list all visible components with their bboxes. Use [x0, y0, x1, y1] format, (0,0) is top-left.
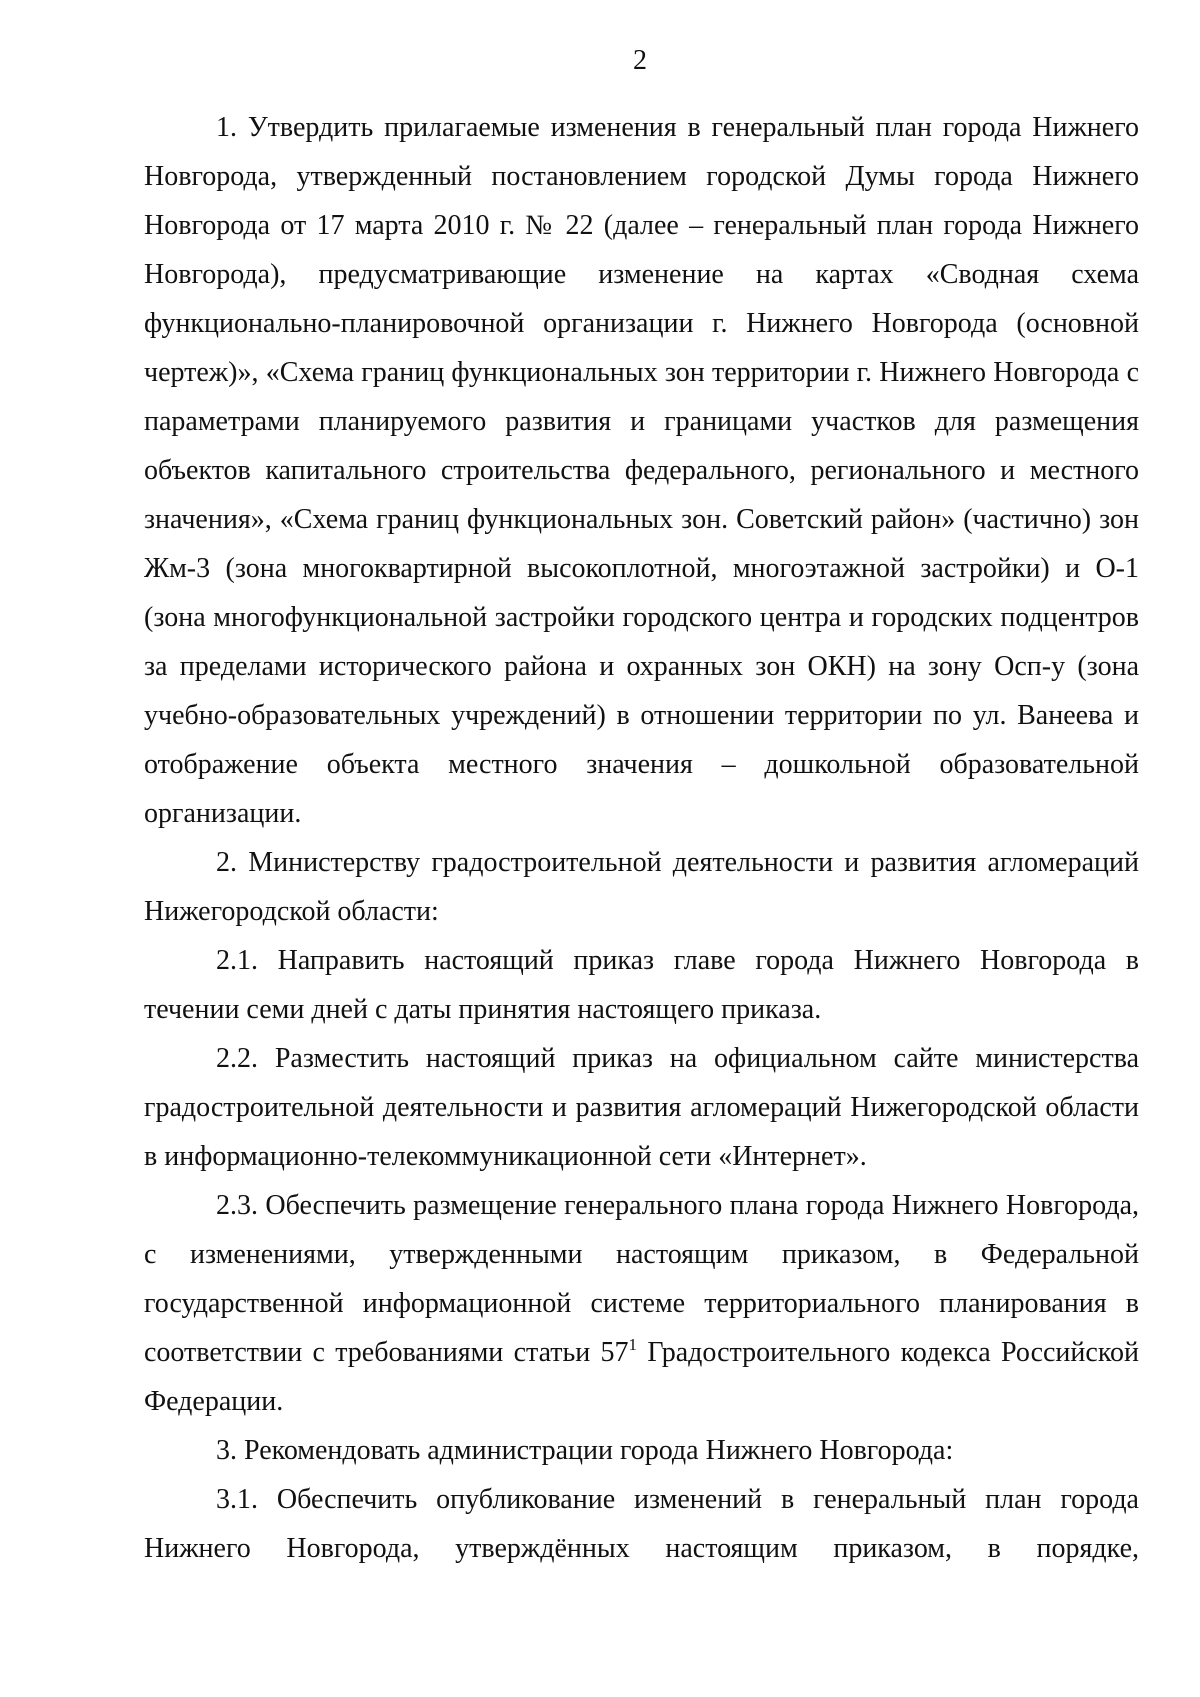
article-superscript: 1: [628, 1335, 638, 1354]
paragraph-3-1-publication: 3.1. Обеспечить опубликование изменений в генеральный план города Нижнего Новгорода, утверждённых настоящим приказом, в порядке,: [144, 1484, 1139, 1564]
document-body: [144, 103, 1139, 1573]
paragraph-2-3-text-after: Градостроительного кодекса Российской Федерации.: [144, 1337, 1139, 1417]
paragraph-1-approve-changes: 1. Утвердить прилагаемые изменения в генеральный план города Нижнего Новгорода, утвержденный постановлением городской Думы города Нижнего Новгорода от 17 марта 2010 г. № 22 (далее – генеральный план города Нижнего Новгорода), предусматривающие изменение на картах «Сводная схема функционально-планировочной организации г. Нижнего Новгорода (основной чертеж)», «Схема границ функциональных зон территории г. Нижнего Новгорода с параметрами планируемого развития и границами участков для размещения объектов капитального строительства федерального, регионального и местного значения», «Схема границ функциональных зон. Советский район» (частично) зон Жм-3 (зона многоквартирной высокоплотной, многоэтажной застройки) и О-1 (зона многофункциональной застройки городского центра и городских подцентров за пределами исторического района и охранных зон ОКН) на зону Осп-у (зона учебно-образовательных учреждений) в отношении территории по ул. Ванеева и отображение объекта местного значения – дошкольной образовательной организации.: [144, 112, 1139, 829]
paragraph-2-3-text-before: 2.3. Обеспечить размещение генерального плана города Нижнего Новгорода, с изменениями, утвержденными настоящим приказом, в Федеральной государственной информационной системе территориального планирования в соответствии с требованиями статьи 57: [144, 1190, 1139, 1368]
page-number: 2: [633, 45, 647, 76]
paragraph-2-1-send-order: 2.1. Направить настоящий приказ главе города Нижнего Новгорода в течении семи дней с даты принятия настоящего приказа.: [144, 945, 1139, 1025]
paragraph-2-2-publish-online: 2.2. Разместить настоящий приказ на официальном сайте министерства градостроительной деятельности и развития агломераций Нижегородской области в информационно-телекоммуникационной сети «Интернет».: [144, 1043, 1139, 1172]
paragraph-2-ministry: 2. Министерству градостроительной деятельности и развития агломераций Нижегородской области:: [144, 847, 1139, 927]
paragraph-3-recommend: 3. Рекомендовать администрации города Нижнего Новгорода:: [216, 1435, 954, 1466]
paragraph-2-3-federal-system: [144, 1181, 1139, 1426]
